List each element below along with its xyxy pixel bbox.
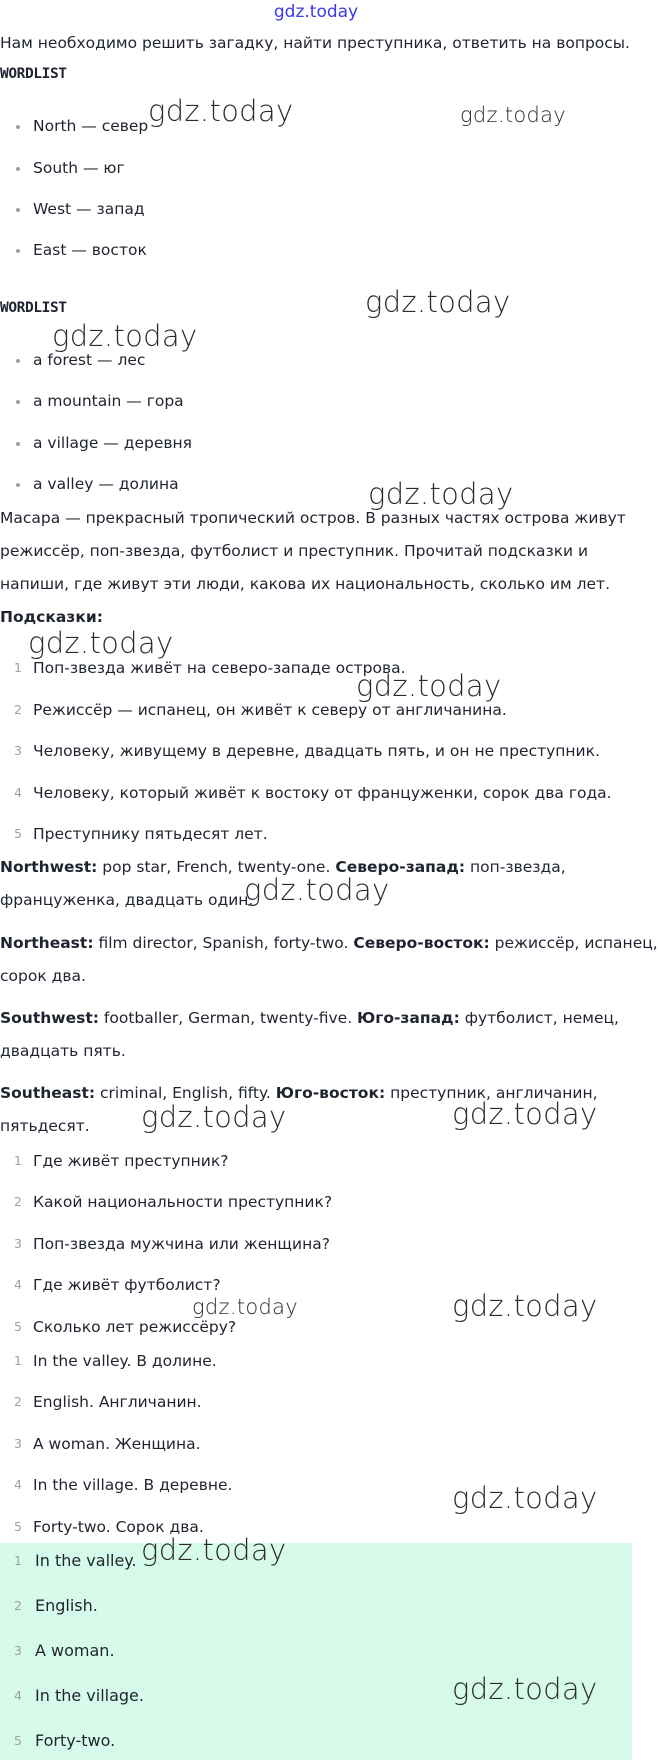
watermark: gdz.today: [460, 103, 567, 127]
intro-text: Нам необходимо решить загадку, найти преступника, ответить на вопросы.: [0, 34, 630, 52]
bullet-icon: [16, 483, 20, 487]
watermark: gdz.today: [365, 285, 511, 319]
watermark: gdz.today: [141, 1533, 287, 1567]
watermark: gdz.today: [368, 477, 514, 511]
watermark: gdz.today: [452, 1097, 598, 1131]
watermark: gdz.today: [192, 1295, 299, 1319]
wordlist-heading-directions: WORDLIST: [0, 66, 67, 82]
bullet-icon: [16, 208, 20, 212]
bullet-icon: [16, 249, 20, 253]
watermark: gdz.today: [452, 1672, 598, 1706]
hints-heading: Подсказки:: [0, 608, 103, 626]
story-line: напиши, где живут эти люди, какова их национальность, сколько им лет.: [0, 575, 610, 593]
watermark: gdz.today: [452, 1289, 598, 1323]
bullet-icon: [16, 400, 20, 404]
watermark: gdz.today: [28, 626, 174, 660]
story-line: режиссёр, поп-звезда, футболист и преступник. Прочитай подсказки и: [0, 542, 589, 560]
site-title-link[interactable]: gdz.today: [273, 2, 359, 22]
bullet-icon: [16, 167, 20, 171]
watermark: gdz.today: [141, 1100, 287, 1134]
watermark: gdz.today: [244, 873, 390, 907]
story-line: Масара — прекрасный тропический остров. В разных частях острова живут: [0, 509, 626, 527]
watermark: gdz.today: [148, 94, 294, 128]
bullet-icon: [16, 442, 20, 446]
bullet-icon: [16, 125, 20, 129]
bullet-icon: [16, 359, 20, 363]
watermark: gdz.today: [356, 669, 502, 703]
watermark: gdz.today: [52, 319, 198, 353]
wordlist-heading-places: WORDLIST: [0, 300, 67, 316]
watermark: gdz.today: [452, 1481, 598, 1515]
